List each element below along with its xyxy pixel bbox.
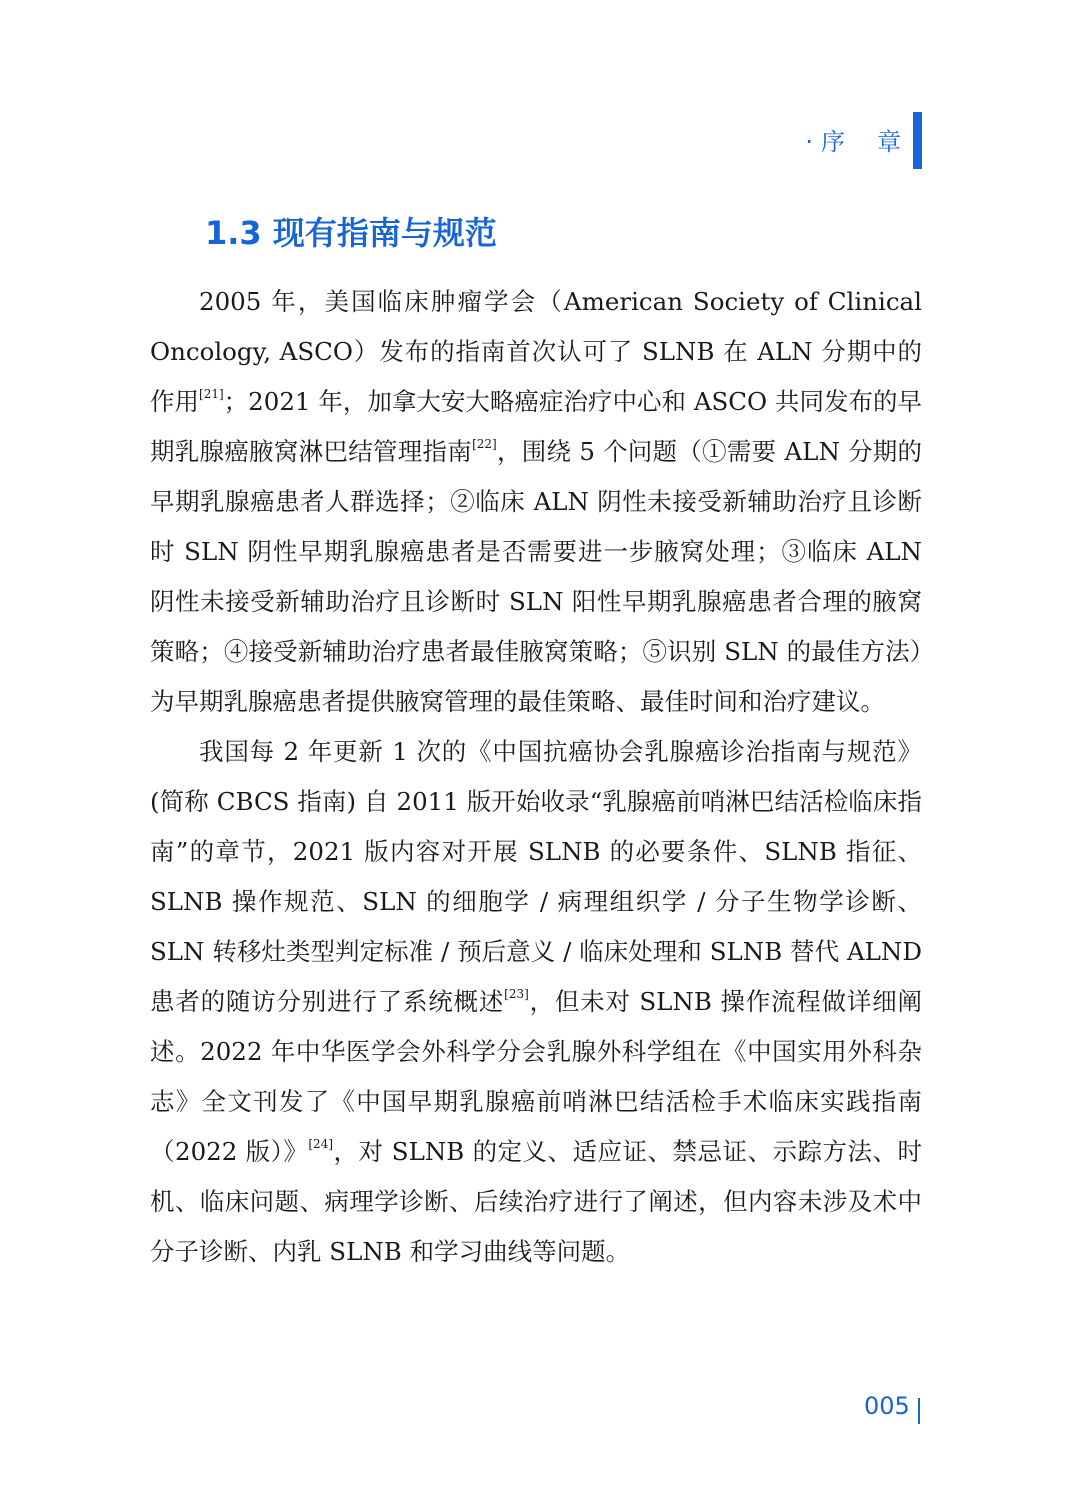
body-text <box>150 277 922 1277</box>
paragraph-1 <box>150 277 922 727</box>
paragraph-2 <box>150 727 922 1277</box>
paragraph-2-segment-3: ，对 SLNB 的定义、适应证、禁忌证、示踪方法、时机、临床问题、病理学诊断、后续治疗进行了阐述，但内容未涉及术中分子诊断、内乳 SLNB 和学习曲线等问题。 <box>150 1137 922 1266</box>
header-char-2: 章 <box>877 128 903 156</box>
section-title: 1.3 现有指南与规范 <box>205 214 497 252</box>
chapter-header-label <box>805 122 903 157</box>
header-char-1: 序 <box>821 128 847 156</box>
citation-21: [21] <box>199 387 224 401</box>
paragraph-1-segment-2: ；2021 年，加拿大安大略癌症治疗中心和 ASCO 共同发布的早期乳腺癌腋窝淋巴结管理指南 <box>150 387 922 466</box>
citation-24: [24] <box>308 1137 334 1151</box>
citation-22: [22] <box>472 437 497 451</box>
paragraph-1-segment-1: 2005 年，美国临床肿瘤学会（American Society of Clinical Oncology, ASCO）发布的指南首次认可了 SLNB 在 ALN 分期中的作用 <box>150 287 922 416</box>
header-dot: · <box>805 128 815 156</box>
page-number-rule <box>918 1398 920 1424</box>
page-number: 005 <box>864 1392 910 1420</box>
paragraph-1-segment-3: ，围绕 5 个问题（①需要 ALN 分期的早期乳腺癌患者人群选择；②临床 ALN 阴性未接受新辅助治疗且诊断时 SLN 阴性早期乳腺癌患者是否需要进一步腋窝处理；③临床 ALN 阴性未接受新辅助治疗且诊断时 SLN 阳性早期乳腺癌患者合理的腋窝策略；④接受新辅助治疗患者最佳腋窝策略；⑤识别 SLN 的最佳方法）为早期乳腺癌患者提供腋窝管理的最佳策略、最佳时间和治疗建议。 <box>150 437 922 716</box>
paragraph-2-segment-1: 我国每 2 年更新 1 次的《中国抗癌协会乳腺癌诊治指南与规范》(简称 CBCS 指南) 自 2011 版开始收录“乳腺癌前哨淋巴结活检临床指南”的章节，2021 版内容对开展 SLNB 的必要条件、SLNB 指征、SLNB 操作规范、SLN 的细胞学 / 病理组织学 / 分子生物学诊断、SLN 转移灶类型判定标准 / 预后意义 / 临床处理和 SLNB 替代 ALND 患者的随访分别进行了系统概述 <box>150 737 922 1016</box>
header-accent-bar <box>913 112 922 169</box>
paragraph-2-segment-2: ，但未对 SLNB 操作流程做详细阐述。2022 年中华医学会外科学分会乳腺外科学组在《中国实用外科杂志》全文刊发了《中国早期乳腺癌前哨淋巴结活检手术临床实践指南（2022 版）》 <box>150 987 922 1166</box>
citation-23: [23] <box>504 987 529 1001</box>
